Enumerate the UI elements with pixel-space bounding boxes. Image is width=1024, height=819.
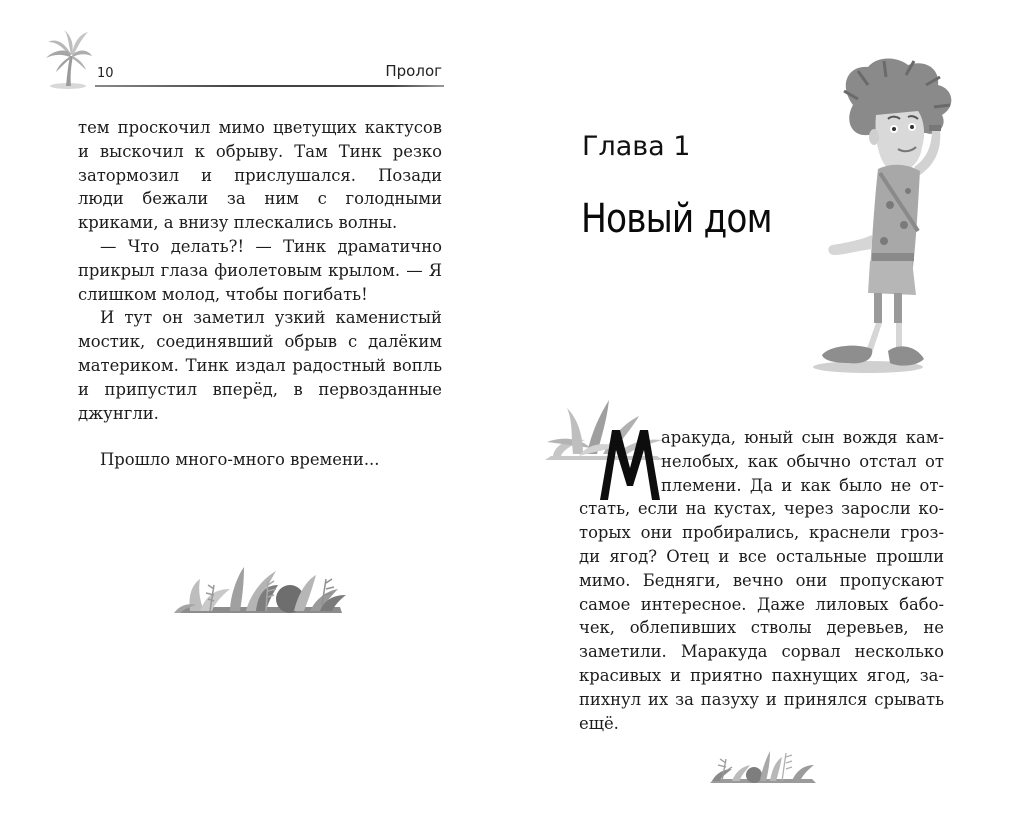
paragraph: И тут он заметил узкий каменистый мостик, соединявший обрыв с далёким материком. Тинк издал радостный вопль и припустил вперёд, в первозданные джунгли. [78, 308, 442, 423]
text-line: чек, облепивших стволы деревьев, не [579, 618, 944, 638]
text-line: пихнул их за пазуху и принялся срывать [579, 689, 944, 709]
text-line: самое интересное. Даже лиловых бабо- [579, 594, 944, 614]
text-line: нелобых, как обычно отстал от [661, 451, 944, 471]
text-line: ди ягод? Отец и все остальные прошли [579, 546, 944, 566]
chapter-text [579, 426, 944, 735]
chapter-label: Глава 1 [582, 131, 691, 162]
paragraph: Прошло много-много времени... [100, 450, 380, 470]
paragraph: — Что делать?! — Тинк драматично прикрыл глаза фиолетовым крылом. — Я слишком молод, чтобы погибать! [78, 236, 442, 304]
paragraph: тем проскочил мимо цветущих кактусов и выскочил к обрыву. Там Тинк резко затормозил и прислушался. Позади люди бежали за ним с голодными криками, а внизу плескались волны. [78, 118, 442, 233]
text-line: ещё. [579, 713, 619, 733]
text-line: племени. Да и как было не от- [661, 475, 944, 495]
text-line: стать, если на кустах, через заросли ко- [579, 499, 944, 519]
text-line: торых они пробирались, краснели гроз- [579, 523, 944, 543]
prologue-text [78, 116, 442, 472]
running-title: Пролог [385, 62, 442, 80]
text-line: аракуда, юный сын вождя кам- [661, 428, 944, 447]
palm-tree-icon [44, 28, 94, 90]
caveman-character-illustration [808, 55, 978, 385]
jungle-bush-illustration [170, 555, 352, 617]
page-number: 10 [97, 66, 114, 81]
chapter-title: Новый дом [581, 196, 772, 242]
text-line: красивых и приятно пахнущих ягод, за- [579, 665, 944, 685]
text-line: заметили. Маракуда сорвал несколько [579, 642, 944, 662]
page-header [44, 28, 444, 92]
header-rule [95, 85, 444, 87]
text-line: мимо. Бедняги, вечно они пропускают [579, 570, 944, 590]
jungle-bush-illustration [706, 745, 820, 787]
